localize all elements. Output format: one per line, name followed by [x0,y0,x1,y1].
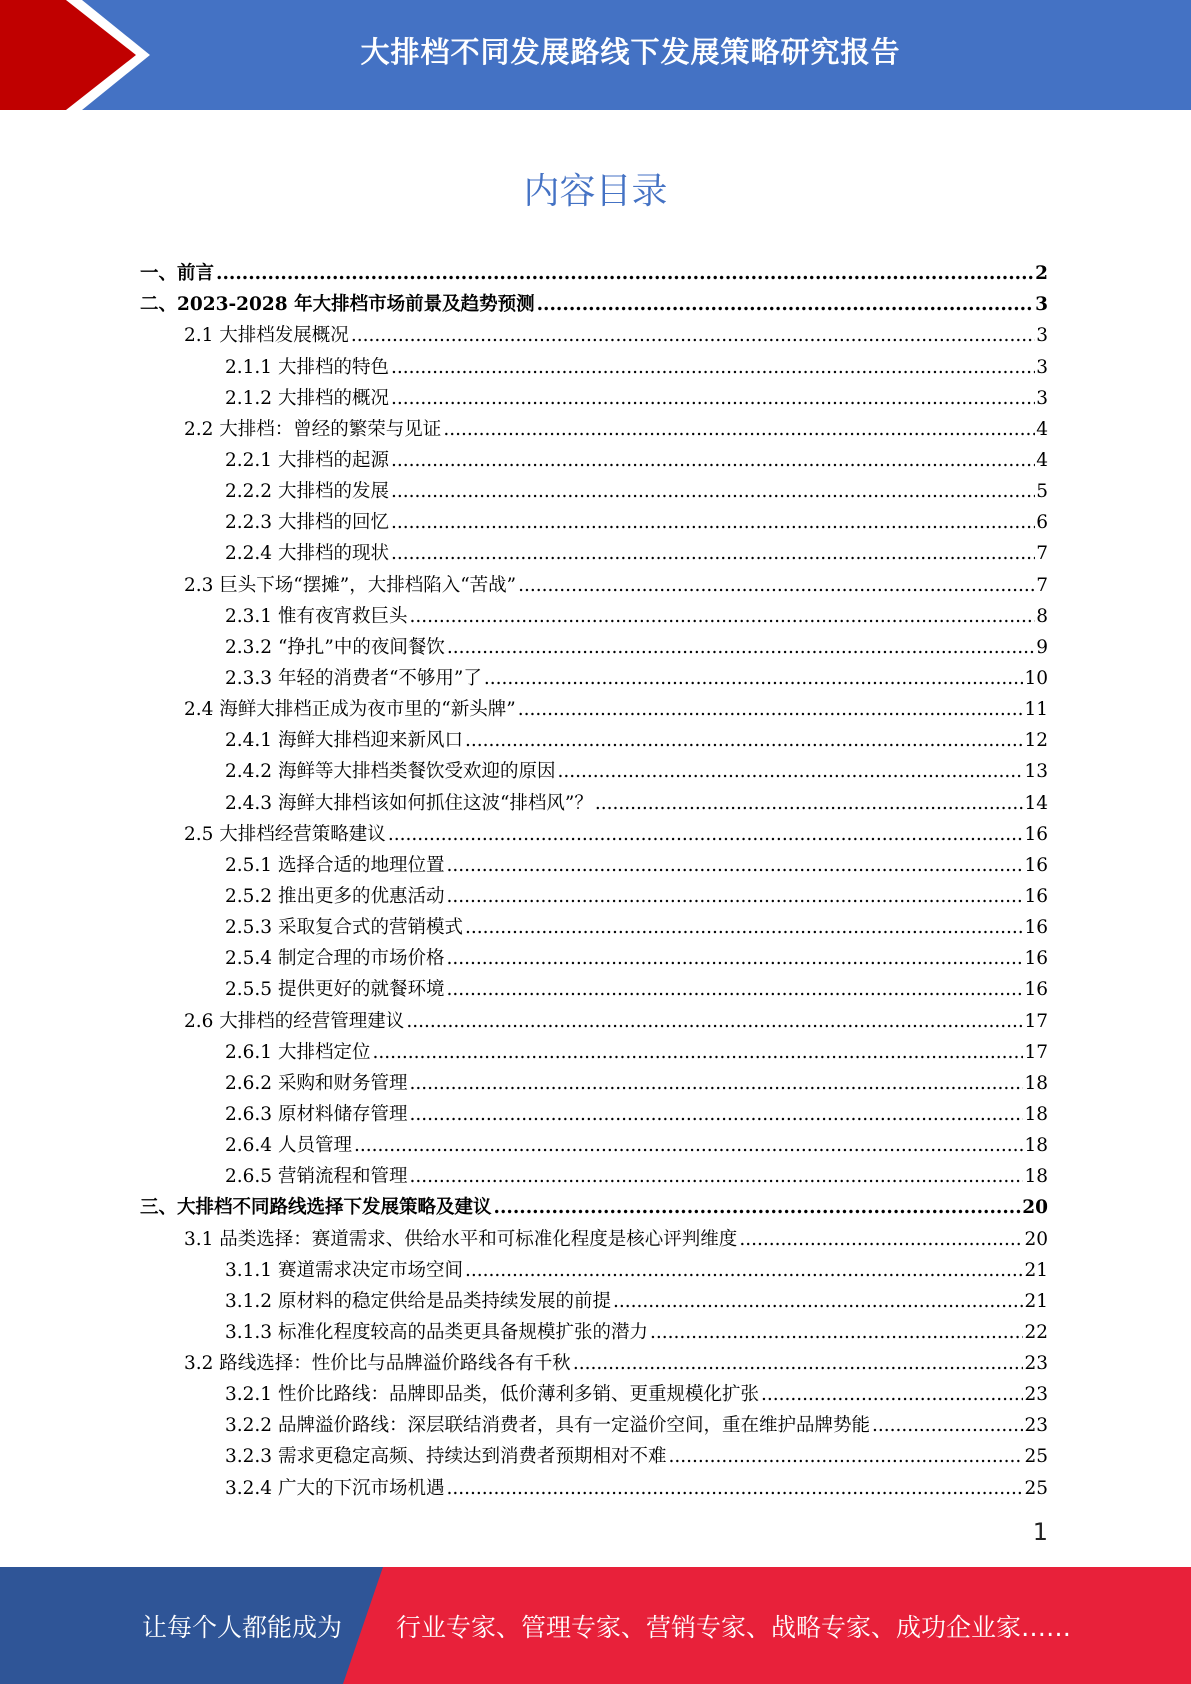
toc-entry[interactable] [140,877,1048,908]
toc-entry[interactable] [140,1157,1048,1188]
toc-dot-leader [761,1384,1023,1406]
toc-entry[interactable] [140,1188,1048,1219]
toc-entry-label: 2.4.1 海鲜大排档迎来新风口 [225,730,463,752]
toc-entry[interactable] [140,347,1048,378]
toc-entry-page: 11 [1024,699,1048,721]
toc-entry-label: 2.2.3 大排档的回忆 [225,512,389,534]
toc-entry-label: 3.2.3 需求更稳定高频、持续达到消费者预期相对不难 [225,1446,667,1468]
toc-entry-label: 2.1.2 大排档的概况 [225,387,389,409]
toc-entry-label: 2.6.2 采购和财务管理 [225,1072,408,1094]
toc-entry-page: 2 [1035,263,1048,285]
toc-entry-label: 2.2 大排档：曾经的繁荣与见证 [184,418,442,440]
toc-dot-leader [595,793,1024,815]
header-banner [0,0,1191,110]
toc-entry-label: 2.2.2 大排档的发展 [225,481,389,503]
toc-entry[interactable] [140,628,1048,659]
toc-entry-label: 2.1.1 大排档的特色 [225,356,389,378]
toc-entry-label: 2.5.3 采取复合式的营销模式 [225,917,463,939]
toc-dot-leader [518,699,1024,721]
toc-entry[interactable] [140,721,1048,752]
toc-entry[interactable] [140,939,1048,970]
toc-entry-page: 3 [1036,325,1048,347]
toc-dot-leader [351,325,1035,347]
toc-entry[interactable] [140,379,1048,410]
toc-entry-label: 3.2.1 性价比路线：品牌即品类，低价薄利多销、更重规模化扩张 [225,1384,759,1406]
toc-entry-page: 14 [1024,792,1048,814]
toc-entry-label: 一、前言 [140,263,215,285]
toc-entry[interactable] [140,1468,1048,1499]
toc-dot-leader [494,1197,1022,1219]
toc-entry-page: 23 [1024,1415,1048,1437]
toc-entry-page: 7 [1036,543,1048,565]
toc-entry-label: 2.5.2 推出更多的优惠活动 [225,885,445,907]
toc-entry-page: 20 [1024,1228,1048,1250]
toc-entry-page: 18 [1024,1072,1048,1094]
toc-entry-page: 7 [1036,574,1048,596]
toc-dot-leader [613,1291,1023,1313]
toc-dot-leader [465,1260,1023,1282]
toc-entry-label: 2.4.3 海鲜大排档该如何抓住这波“排档风”？ [225,792,593,814]
toc-dot-leader [447,637,1035,659]
toc-dot-leader [872,1415,1023,1437]
toc-entry[interactable] [140,659,1048,690]
toc-dot-leader [391,512,1035,534]
toc-entry[interactable] [140,1406,1048,1437]
toc-dot-leader [372,1042,1023,1064]
toc-entry-page: 18 [1024,1103,1048,1125]
toc-entry-page: 18 [1024,1166,1048,1188]
toc-dot-leader [446,979,1023,1001]
toc-entry-label: 3.2.4 广大的下沉市场机遇 [225,1477,445,1499]
toc-dot-leader [739,1229,1023,1251]
toc-heading: 内容目录 [523,171,668,212]
toc-entry-label: 2.3.1 惟有夜宵救巨头 [225,605,408,627]
toc-entry-page: 16 [1024,854,1048,876]
toc-entry-page: 21 [1024,1259,1048,1281]
toc-entry[interactable] [140,1001,1048,1032]
toc-dot-leader [465,917,1023,939]
toc-entry-label: 2.5 大排档经营策略建议 [184,823,386,845]
table-of-contents [140,254,1048,1500]
toc-entry-page: 23 [1024,1384,1048,1406]
toc-entry-page: 5 [1036,481,1048,503]
footer-banner [0,1567,1191,1684]
page-number: 1 [1032,1518,1048,1546]
toc-entry[interactable] [140,503,1048,534]
toc-dot-leader [537,294,1035,316]
toc-dot-leader [409,1166,1023,1188]
toc-dot-leader [518,575,1035,597]
toc-entry[interactable] [140,1313,1048,1344]
toc-entry-page: 4 [1036,418,1048,440]
toc-entry-label: 3.1.3 标准化程度较高的品类更具备规模扩张的潜力 [225,1321,648,1343]
toc-entry[interactable] [140,752,1048,783]
toc-entry-page: 3 [1036,387,1048,409]
toc-entry[interactable] [140,783,1048,814]
toc-entry-page: 20 [1022,1197,1048,1219]
toc-entry-page: 16 [1024,979,1048,1001]
toc-entry-label: 3.1.1 赛道需求决定市场空间 [225,1259,463,1281]
toc-entry-page: 3 [1035,294,1048,316]
toc-entry-page: 10 [1024,667,1048,689]
footer-slogan-right: 行业专家、管理专家、营销专家、战略专家、成功企业家…… [396,1612,1072,1642]
toc-dot-leader [409,1104,1023,1126]
toc-entry-page: 16 [1024,823,1048,845]
toc-entry[interactable] [140,1064,1048,1095]
toc-entry[interactable] [140,846,1048,877]
toc-entry[interactable] [140,1095,1048,1126]
toc-entry-page: 6 [1036,512,1048,534]
toc-entry[interactable] [140,285,1048,316]
toc-entry-label: 2.4.2 海鲜等大排档类餐饮受欢迎的原因 [225,761,556,783]
toc-dot-leader [391,481,1035,503]
toc-entry-page: 3 [1036,356,1048,378]
toc-entry-label: 2.2.1 大排档的起源 [225,449,389,471]
toc-entry[interactable] [140,441,1048,472]
toc-entry-label: 2.2.4 大排档的现状 [225,543,389,565]
toc-entry[interactable] [140,254,1048,285]
toc-entry-page: 22 [1024,1321,1048,1343]
toc-entry-label: 2.6.4 人员管理 [225,1135,352,1157]
toc-entry-label: 3.1 品类选择：赛道需求、供给水平和可标准化程度是核心评判维度 [184,1228,738,1250]
toc-entry[interactable] [140,472,1048,503]
toc-entry[interactable] [140,1437,1048,1468]
toc-dot-leader [409,606,1035,628]
toc-entry-label: 二、2023-2028 年大排档市场前景及趋势预测 [140,294,535,316]
toc-entry[interactable] [140,1344,1048,1375]
toc-entry-page: 17 [1024,1041,1048,1063]
toc-entry-label: 2.3.3 年轻的消费者“不够用”了 [225,667,482,689]
toc-dot-leader [650,1322,1023,1344]
toc-entry-page: 4 [1036,449,1048,471]
toc-entry[interactable] [140,1282,1048,1313]
toc-dot-leader [446,1478,1023,1500]
toc-entry[interactable] [140,597,1048,628]
toc-entry-page: 23 [1024,1353,1048,1375]
toc-entry-page: 25 [1024,1446,1048,1468]
toc-entry[interactable] [140,1251,1048,1282]
toc-entry-page: 16 [1024,885,1048,907]
toc-dot-leader [216,263,1034,285]
toc-entry-page: 8 [1036,605,1048,627]
toc-entry[interactable] [140,316,1048,347]
toc-dot-leader [409,1073,1023,1095]
toc-entry-page: 16 [1024,948,1048,970]
toc-entry-page: 25 [1024,1477,1048,1499]
toc-dot-leader [557,761,1023,783]
toc-entry-label: 2.5.4 制定合理的市场价格 [225,948,445,970]
toc-dot-leader [446,948,1023,970]
toc-entry-label: 3.2.2 品牌溢价路线：深层联结消费者，具有一定溢价空间，重在维护品牌势能 [225,1415,870,1437]
toc-dot-leader [484,668,1024,690]
toc-dot-leader [388,824,1024,846]
toc-entry[interactable] [140,565,1048,596]
toc-entry-page: 17 [1024,1010,1048,1032]
toc-dot-leader [465,730,1023,752]
toc-entry-label: 2.6.5 营销流程和管理 [225,1166,408,1188]
toc-dot-leader [573,1353,1024,1375]
toc-entry-page: 21 [1024,1290,1048,1312]
toc-dot-leader [391,357,1035,379]
toc-entry[interactable] [140,815,1048,846]
toc-dot-leader [668,1446,1023,1468]
toc-entry[interactable] [140,970,1048,1001]
toc-entry-label: 2.3.2 “挣扎”中的夜间餐饮 [225,636,445,658]
toc-dot-leader [446,886,1023,908]
toc-entry-label: 三、大排档不同路线选择下发展策略及建议 [140,1197,492,1219]
toc-entry-page: 9 [1036,636,1048,658]
report-title: 大排档不同发展路线下发展策略研究报告 [360,34,901,69]
toc-entry-label: 2.5.5 提供更好的就餐环境 [225,979,445,1001]
toc-entry[interactable] [140,1219,1048,1250]
toc-entry-label: 3.1.2 原材料的稳定供给是品类持续发展的前提 [225,1290,611,1312]
toc-entry[interactable] [140,410,1048,441]
toc-dot-leader [406,1011,1023,1033]
chevron-arrow-icon [0,0,160,110]
toc-entry-label: 2.4 海鲜大排档正成为夜市里的“新头牌” [184,699,516,721]
toc-entry-page: 12 [1024,730,1048,752]
toc-dot-leader [391,450,1035,472]
toc-dot-leader [354,1135,1024,1157]
toc-entry[interactable] [140,1126,1048,1157]
toc-dot-leader [443,419,1035,441]
toc-entry-label: 2.3 巨头下场“摆摊”，大排档陷入“苦战” [184,574,517,596]
toc-entry-label: 2.1 大排档发展概况 [184,325,349,347]
toc-entry-page: 18 [1024,1135,1048,1157]
toc-entry-label: 2.6.1 大排档定位 [225,1041,371,1063]
footer-slogan-left: 让每个人都能成为 [142,1612,343,1642]
toc-dot-leader [446,855,1023,877]
toc-entry[interactable] [140,908,1048,939]
toc-entry-label: 2.5.1 选择合适的地理位置 [225,854,445,876]
toc-entry-label: 2.6 大排档的经营管理建议 [184,1010,405,1032]
toc-entry[interactable] [140,690,1048,721]
toc-entry[interactable] [140,1033,1048,1064]
toc-entry-page: 13 [1024,761,1048,783]
toc-dot-leader [391,388,1035,410]
toc-entry[interactable] [140,1375,1048,1406]
toc-entry-label: 3.2 路线选择：性价比与品牌溢价路线各有千秋 [184,1353,571,1375]
toc-dot-leader [391,543,1035,565]
toc-entry-page: 16 [1024,917,1048,939]
toc-entry[interactable] [140,534,1048,565]
toc-entry-label: 2.6.3 原材料储存管理 [225,1103,408,1125]
